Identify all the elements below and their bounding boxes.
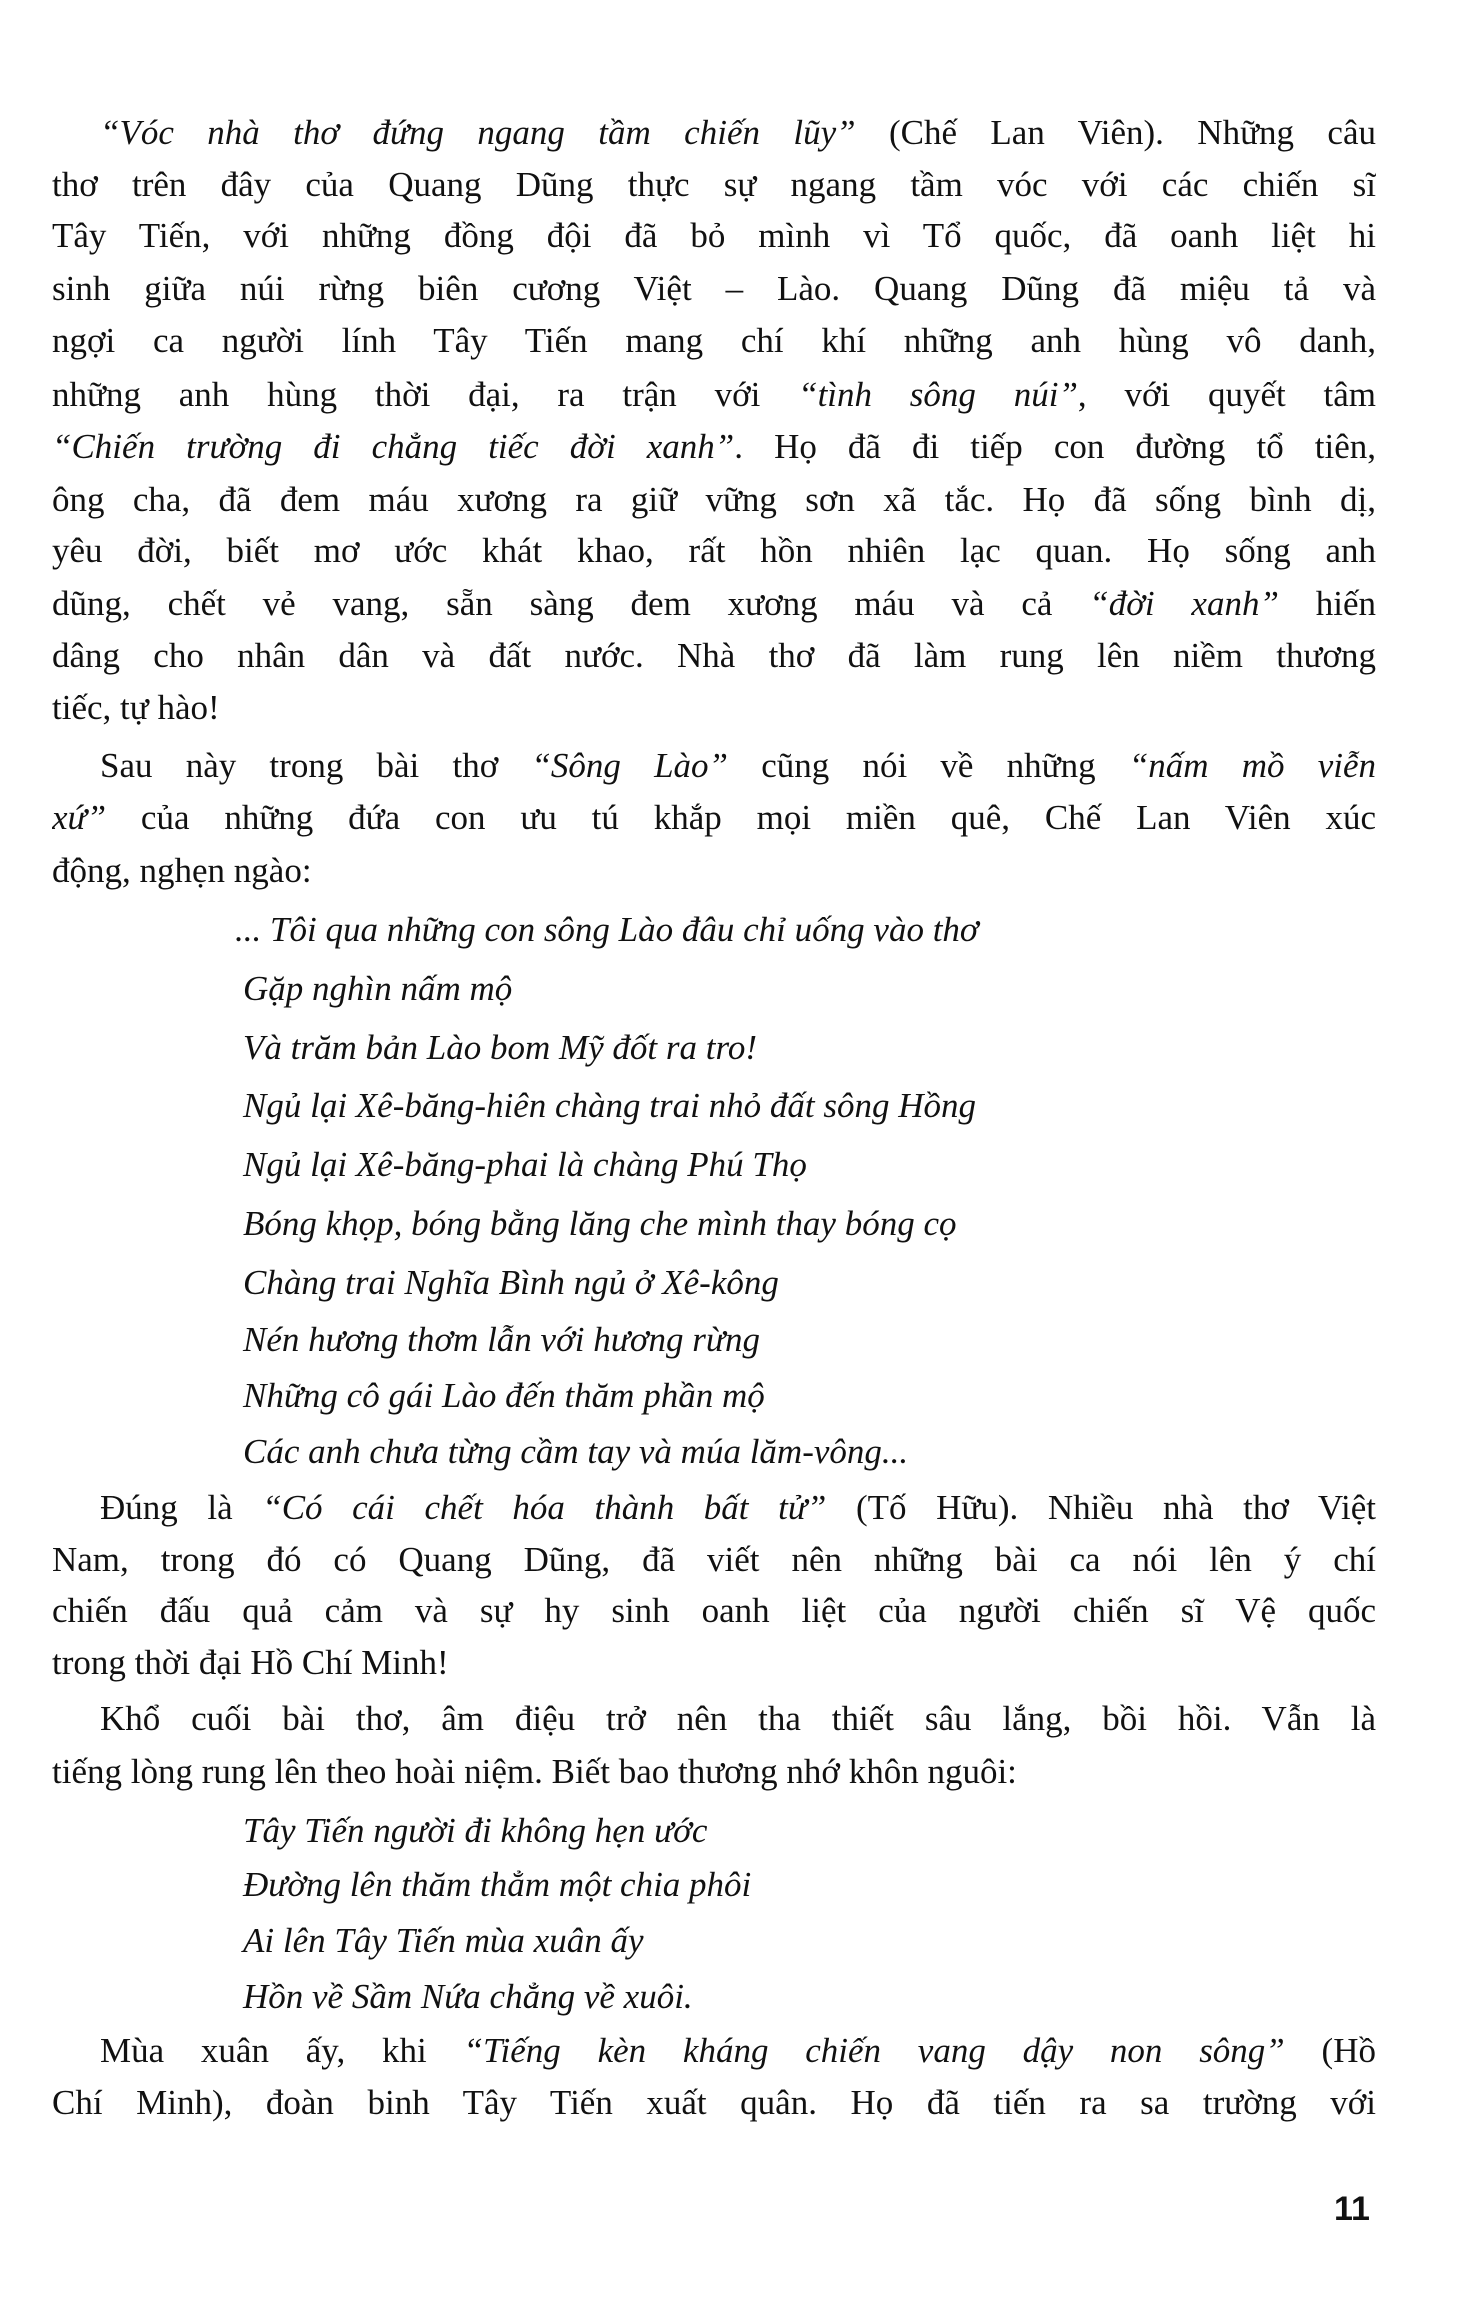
italic-quote: “Tiếng kèn kháng chiến vang dậy non sông” — [463, 2031, 1285, 2070]
text-line — [52, 1750, 1376, 1794]
italic-quote: xứ” — [52, 798, 107, 837]
text-segment: hiến — [1278, 584, 1376, 623]
text-segment: (Chế Lan Viên). Những câu — [855, 113, 1376, 152]
text-line — [100, 111, 1376, 155]
text-segment: yêu đời, biết mơ ước khát khao, rất hồn nhiên lạc quan. Họ sống anh — [52, 531, 1376, 570]
italic-quote: Tây Tiến người đi không hẹn ước — [243, 1811, 708, 1850]
text-segment: tiếc, tự hào! — [52, 688, 220, 727]
italic-quote: Ai lên Tây Tiến mùa xuân ấy — [243, 1921, 644, 1960]
text-line — [52, 1589, 1376, 1633]
poem-line — [235, 908, 1335, 952]
text-line — [52, 529, 1376, 573]
italic-quote: Bóng khọp, bóng bằng lăng che mình thay bóng cọ — [243, 1204, 957, 1243]
text-segment: tiếng lòng rung lên theo hoài niệm. Biết bao thương nhớ khôn nguôi: — [52, 1752, 1017, 1791]
text-segment: , với quyết tâm — [1077, 375, 1376, 414]
text-segment: dâng cho nhân dân và đất nước. Nhà thơ đã làm rung lên niềm thương — [52, 636, 1376, 675]
italic-quote: “Có cái chết hóa thành bất tử” — [262, 1488, 827, 1527]
italic-quote: “Sông Lào” — [531, 746, 729, 785]
text-segment: (Tố Hữu). Nhiều nhà thơ Việt — [826, 1488, 1376, 1527]
italic-quote: Gặp nghìn nấm mộ — [243, 969, 513, 1008]
text-line — [52, 373, 1376, 417]
text-line — [52, 582, 1376, 626]
italic-quote: Những cô gái Lào đến thăm phần mộ — [243, 1376, 765, 1415]
italic-quote: Ngủ lại Xê-băng-phai là chàng Phú Thọ — [243, 1145, 807, 1184]
text-segment: (Hồ — [1284, 2031, 1376, 2070]
italic-quote: Nén hương thơm lẫn với hương rừng — [243, 1320, 760, 1359]
poem-line — [243, 1143, 1343, 1187]
text-line — [100, 744, 1376, 788]
text-line — [52, 1538, 1376, 1582]
italic-quote: Chàng trai Nghĩa Bình ngủ ở Xê-kông — [243, 1263, 779, 1302]
text-line — [100, 2029, 1376, 2073]
text-line — [100, 1697, 1376, 1741]
poem-line — [243, 1919, 1343, 1963]
text-line — [52, 1641, 1376, 1685]
text-line — [52, 849, 1376, 893]
text-line — [52, 478, 1376, 522]
italic-quote: “đời xanh” — [1089, 584, 1279, 623]
poem-line — [243, 1026, 1343, 1070]
text-segment: Nam, trong đó có Quang Dũng, đã viết nên những bài ca nói lên ý chí — [52, 1540, 1376, 1579]
text-line — [52, 796, 1376, 840]
poem-line — [243, 1863, 1343, 1907]
text-segment: Mùa xuân ấy, khi — [100, 2031, 464, 2070]
text-segment: sinh giữa núi rừng biên cương Việt – Lào. Quang Dũng đã miệu tả và — [52, 269, 1376, 308]
text-segment: Sau này trong bài thơ — [100, 746, 532, 785]
text-line — [52, 319, 1376, 363]
italic-quote: Và trăm bản Lào bom Mỹ đốt ra tro! — [243, 1028, 757, 1067]
poem-line — [243, 1261, 1343, 1305]
italic-quote: “Chiến trường đi chẳng tiếc đời xanh” — [52, 427, 735, 466]
text-segment: Chí Minh), đoàn binh Tây Tiến xuất quân. Họ đã tiến ra sa trường với — [52, 2083, 1376, 2122]
poem-line — [243, 1975, 1343, 2019]
text-line — [100, 1486, 1376, 1530]
text-segment: Tây Tiến, với những đồng đội đã bỏ mình vì Tổ quốc, đã oanh liệt hi — [52, 216, 1376, 255]
text-line — [52, 267, 1376, 311]
italic-quote: Đường lên thăm thẳm một chia phôi — [243, 1865, 752, 1904]
text-segment: dũng, chết vẻ vang, sẵn sàng đem xương máu và cả — [52, 584, 1090, 623]
italic-quote: Hồn về Sầm Nứa chẳng về xuôi. — [243, 1977, 693, 2016]
page-number: 11 — [1334, 2190, 1370, 2228]
text-segment: trong thời đại Hồ Chí Minh! — [52, 1643, 449, 1682]
poem-line — [243, 1202, 1343, 1246]
italic-quote: “nấm mồ viễn — [1128, 746, 1376, 785]
text-segment: thơ trên đây của Quang Dũng thực sự ngang tầm vóc với các chiến sĩ — [52, 165, 1376, 204]
text-segment: ngợi ca người lính Tây Tiến mang chí khí những anh hùng vô danh, — [52, 321, 1376, 360]
text-line — [52, 425, 1376, 469]
text-segment: cũng nói về những — [728, 746, 1129, 785]
italic-quote: “tình sông núi” — [798, 375, 1078, 414]
text-segment: chiến đấu quả cảm và sự hy sinh oanh liệt của người chiến sĩ Vệ quốc — [52, 1591, 1376, 1630]
poem-line — [243, 967, 1343, 1011]
poem-line — [243, 1084, 1343, 1128]
text-segment: Đúng là — [100, 1488, 263, 1527]
italic-quote: Ngủ lại Xê-băng-hiên chàng trai nhỏ đất sông Hồng — [243, 1086, 977, 1125]
text-segment: của những đứa con ưu tú khắp mọi miền quê, Chế Lan Viên xúc — [106, 798, 1376, 837]
text-line — [52, 2081, 1376, 2125]
poem-line — [243, 1809, 1343, 1853]
text-segment: . Họ đã đi tiếp con đường tổ tiên, — [734, 427, 1376, 466]
italic-quote: Các anh chưa từng cầm tay và múa lăm-vông... — [243, 1432, 909, 1471]
text-line — [52, 163, 1376, 207]
text-line — [52, 214, 1376, 258]
text-line — [52, 634, 1376, 678]
text-segment: Khổ cuối bài thơ, âm điệu trở nên tha thiết sâu lắng, bồi hồi. Vẫn là — [100, 1699, 1376, 1738]
text-line — [52, 686, 1376, 730]
text-segment: ông cha, đã đem máu xương ra giữ vững sơn xã tắc. Họ đã sống bình dị, — [52, 480, 1376, 519]
text-segment: những anh hùng thời đại, ra trận với — [52, 375, 799, 414]
italic-quote: “Vóc nhà thơ đứng ngang tầm chiến lũy” — [100, 113, 856, 152]
poem-line — [243, 1430, 1343, 1474]
italic-quote: ... Tôi qua những con sông Lào đâu chỉ uống vào thơ — [235, 910, 979, 949]
text-segment: động, nghẹn ngào: — [52, 851, 312, 890]
poem-line — [243, 1374, 1343, 1418]
poem-line — [243, 1318, 1343, 1362]
